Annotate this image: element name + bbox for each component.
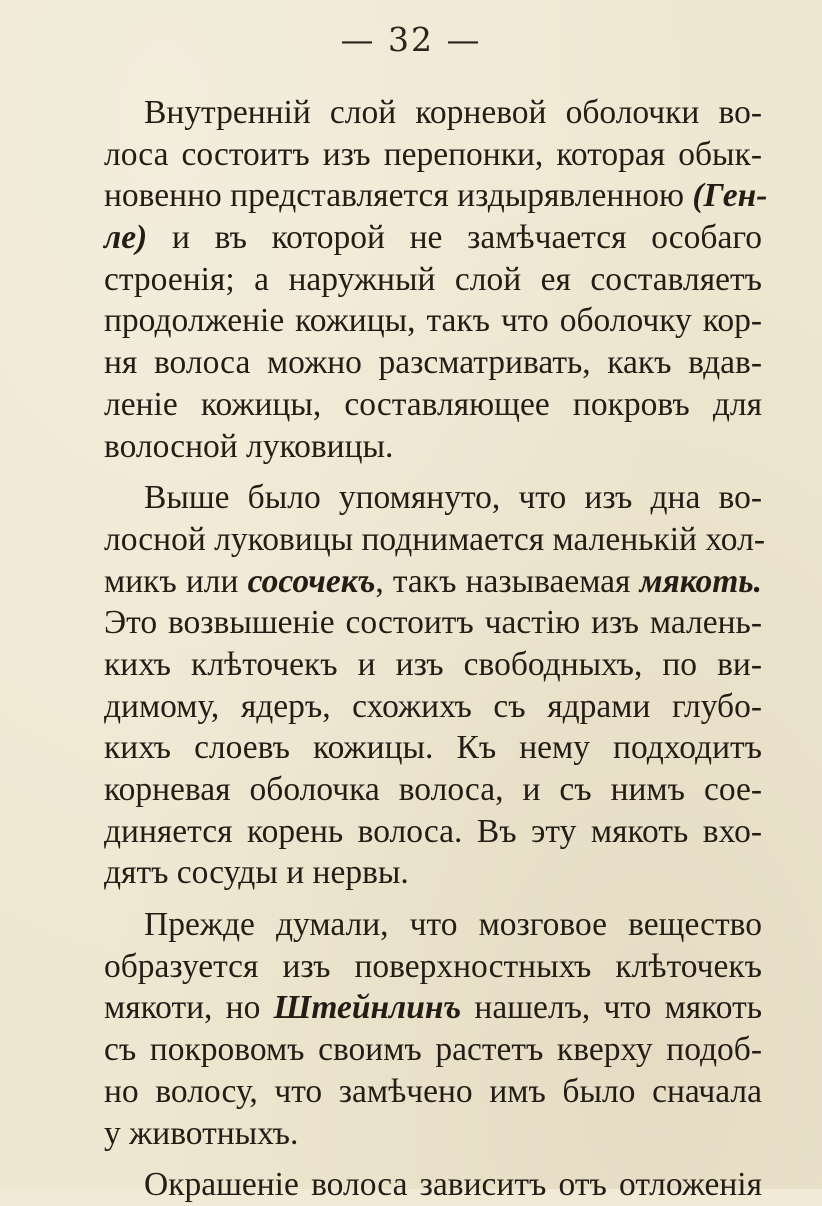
- text-line: [104, 769, 762, 811]
- text-line: [104, 1164, 762, 1206]
- text-segment: корневая оболочка волоса, и съ нимъ сое-: [104, 771, 762, 808]
- paragraph: [104, 477, 765, 894]
- text-line: [104, 477, 762, 519]
- text-segment: мякоти, но: [104, 989, 274, 1027]
- text-segment: дятъ сосуды и нервы.: [104, 854, 409, 892]
- text-line: [104, 426, 762, 468]
- text-segment: продолженіе кожицы, такъ что оболочку кор-: [104, 302, 762, 340]
- text-line: [104, 946, 762, 988]
- text-segment: диняется корень волоса. Въ эту мякоть вхо-: [104, 812, 762, 850]
- paragraph: [104, 92, 768, 467]
- text-line: [104, 342, 762, 384]
- text-segment: Прежде думали, что мозговое вещество: [144, 906, 762, 944]
- paragraph-gap: [104, 467, 762, 477]
- text-line: [104, 1029, 762, 1071]
- text-line: [104, 727, 762, 769]
- text-line: [104, 811, 762, 853]
- emphasized-text: Штейнлинъ: [273, 989, 462, 1027]
- text-segment: димому, ядеръ, схожихъ съ ядрами глубо-: [104, 687, 762, 725]
- text-segment: кихъ клѣточекъ и изъ свободныхъ, по ви-: [104, 645, 762, 683]
- text-segment: микъ или: [104, 562, 248, 600]
- text-line: [104, 300, 762, 342]
- emphasized-text: (Ген-: [692, 177, 768, 215]
- text-segment: ня волоса можно разсматривать, какъ вдав-: [104, 344, 762, 382]
- text-segment: Выше было упомянуто, что изъ дна во-: [144, 479, 762, 517]
- text-line: [104, 1113, 762, 1155]
- paragraph: [104, 1164, 762, 1206]
- text-line: [104, 852, 762, 894]
- text-segment: нашелъ, что мякоть: [461, 989, 762, 1027]
- text-segment: образуется изъ поверхностныхъ клѣточекъ: [104, 947, 762, 985]
- text-segment: лосной луковицы поднимается маленькій хол-: [104, 520, 765, 558]
- text-segment: волосной луковицы.: [104, 427, 394, 465]
- text-line: [104, 519, 765, 561]
- text-line: [104, 259, 762, 301]
- text-segment: но волосу, что замѣчено имъ было сначала: [104, 1072, 762, 1110]
- emphasized-text: мякоть.: [639, 562, 762, 600]
- body-text: [104, 92, 768, 1206]
- text-line: [104, 987, 762, 1029]
- text-line: [104, 134, 762, 176]
- text-segment: Это возвышеніе состоитъ частію изъ малень-: [104, 604, 762, 642]
- text-segment: , такъ называемая: [375, 562, 640, 600]
- text-line: [104, 602, 762, 644]
- text-segment: кихъ слоевъ кожицы. Къ нему подходитъ: [104, 729, 762, 767]
- text-segment: лоса состоитъ изъ перепонки, которая обык-: [104, 135, 762, 173]
- text-segment: Внутренній слой корневой оболочки во-: [144, 94, 762, 131]
- text-line: [104, 561, 762, 603]
- text-segment: Окрашеніе волоса зависитъ отъ отложенія: [144, 1166, 762, 1204]
- text-segment: у животныхъ.: [104, 1114, 299, 1152]
- text-line: [104, 92, 762, 134]
- paragraph: [104, 904, 762, 1154]
- text-line: [104, 644, 762, 686]
- paragraph-gap: [104, 894, 762, 904]
- text-segment: леніе кожицы, составляющее покровъ для: [104, 385, 762, 423]
- page-number: — 32 —: [340, 20, 482, 59]
- text-line: [104, 384, 762, 426]
- text-segment: съ покровомъ своимъ растетъ кверху подоб-: [104, 1031, 762, 1069]
- text-segment: и въ которой не замѣчается особаго: [147, 219, 762, 257]
- text-line: [104, 686, 762, 728]
- emphasized-text: ле): [104, 219, 148, 257]
- text-segment: строенія; а наружный слой ея составляетъ: [104, 260, 762, 298]
- paragraph-gap: [104, 1154, 762, 1164]
- text-line: [104, 217, 762, 259]
- text-segment: новенно представляется издырявленною: [104, 177, 693, 215]
- text-line: [104, 1071, 762, 1113]
- emphasized-text: сосочекъ: [247, 562, 376, 600]
- text-line: [104, 904, 762, 946]
- text-line: [104, 175, 768, 217]
